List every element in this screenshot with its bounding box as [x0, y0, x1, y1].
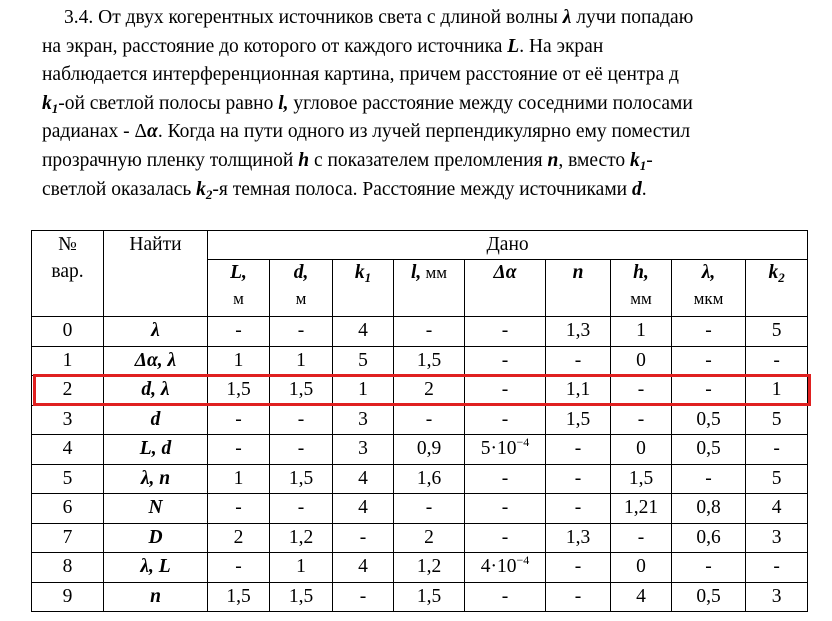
text-fragment: светлой оказалась	[42, 178, 197, 200]
cell-value: 3	[333, 405, 394, 435]
subscript: 2	[205, 186, 213, 202]
symbol-lambda: λ	[562, 7, 572, 28]
cell-value: 1,5	[611, 464, 672, 494]
cell-value: -	[394, 405, 465, 435]
header-symbol: Δα	[493, 262, 517, 283]
cell-value: 0,5	[672, 582, 746, 612]
problem-line-3	[42, 61, 832, 90]
cell-value: -	[546, 435, 611, 465]
header-unit: мм	[421, 263, 448, 282]
cell-value: 1,21	[611, 494, 672, 524]
problem-number: 3.4.	[64, 7, 94, 28]
table-row	[32, 523, 808, 553]
text-fragment: с показателем преломления	[309, 149, 548, 171]
cell-value: $5\cdot 10^{-4}$	[465, 435, 546, 465]
problem-line-5	[42, 118, 832, 147]
cell-find: n	[104, 582, 208, 612]
cell-value: 0,5	[672, 435, 746, 465]
text-fragment: От двух когерентных источников света с длиной волны	[98, 7, 563, 28]
problem-line-4	[42, 90, 832, 119]
header-given-col	[611, 260, 672, 317]
cell-find: L, d	[104, 435, 208, 465]
cell-value: -	[270, 317, 333, 347]
symbol-d: d	[632, 178, 642, 200]
cell-value: 1	[270, 346, 333, 376]
cell-value: -	[465, 582, 546, 612]
cell-find: Δα, λ	[104, 346, 208, 376]
text-fragment: .	[641, 178, 647, 200]
cell-value: -	[333, 582, 394, 612]
cell-value: -	[465, 376, 546, 406]
cell-value: 1,5	[394, 582, 465, 612]
header-unit: мм	[630, 289, 652, 308]
cell-value: 3	[746, 582, 808, 612]
cell-value: 1	[333, 376, 394, 406]
cell-value: -	[672, 376, 746, 406]
header-find: Найти	[104, 231, 208, 317]
table-row	[32, 553, 808, 583]
text-fragment: -я темная полоса. Расстояние между источниками	[212, 178, 632, 200]
cell-value: 1	[270, 553, 333, 583]
cell-value: -	[672, 553, 746, 583]
subscript: 1	[639, 157, 647, 173]
table-body	[32, 317, 808, 612]
cell-value: 1,5	[208, 582, 270, 612]
text-fragment: прозрачную пленку толщиной	[42, 149, 299, 171]
cell-value: 1,5	[546, 405, 611, 435]
symbol-k: k	[42, 92, 52, 114]
cell-variant: 7	[32, 523, 104, 553]
cell-value: 0,6	[672, 523, 746, 553]
cell-value: 1,5	[270, 464, 333, 494]
cell-value: 4	[333, 464, 394, 494]
cell-value: -	[208, 553, 270, 583]
cell-value: 3	[746, 523, 808, 553]
table-row	[32, 494, 808, 524]
cell-value: 1,3	[546, 523, 611, 553]
cell-value: -	[546, 494, 611, 524]
subscript: 1	[51, 100, 59, 116]
header-symbol: n	[572, 262, 584, 283]
cell-value: 0,9	[394, 435, 465, 465]
symbol-n: n	[547, 149, 559, 171]
cell-value: 4	[611, 582, 672, 612]
cell-value: -	[672, 464, 746, 494]
cell-value: -	[611, 523, 672, 553]
text-fragment: угловое расстояние между соседними полосами	[288, 92, 693, 114]
problem-line-7	[42, 176, 832, 205]
header-symbol: h,	[633, 262, 649, 283]
cell-value: 1,2	[394, 553, 465, 583]
header-given-col	[394, 260, 465, 317]
table-row	[32, 376, 808, 406]
problem-line-1	[42, 4, 832, 33]
cell-value: 4	[333, 494, 394, 524]
cell-value: 5	[333, 346, 394, 376]
cell-variant: 0	[32, 317, 104, 347]
problem-statement	[42, 4, 832, 204]
cell-find: N	[104, 494, 208, 524]
cell-value: -	[465, 494, 546, 524]
problem-line-6	[42, 147, 832, 176]
table-row	[32, 582, 808, 612]
cell-value: 4	[333, 317, 394, 347]
header-given-col	[270, 260, 333, 317]
cell-value: -	[208, 405, 270, 435]
cell-value: -	[394, 317, 465, 347]
symbol-h: h	[298, 149, 310, 171]
variants-table	[31, 230, 808, 612]
cell-value: 5	[746, 405, 808, 435]
cell-value: 0,8	[672, 494, 746, 524]
table-row	[32, 317, 808, 347]
cell-value: -	[208, 317, 270, 347]
text-fragment: . На экран	[519, 35, 604, 57]
header-symbol: $k_1$	[354, 262, 372, 285]
cell-value: -	[208, 435, 270, 465]
cell-value: -	[672, 317, 746, 347]
header-given-col	[546, 260, 611, 317]
header-symbol: $k_2$	[768, 262, 785, 285]
cell-value: 1	[611, 317, 672, 347]
cell-value: -	[465, 346, 546, 376]
symbol-k: k	[196, 178, 206, 200]
cell-value: -	[546, 553, 611, 583]
cell-value: -	[546, 582, 611, 612]
cell-variant: 8	[32, 553, 104, 583]
cell-value: -	[611, 376, 672, 406]
cell-value: 5	[746, 464, 808, 494]
cell-value: -	[270, 405, 333, 435]
cell-find: λ, L	[104, 553, 208, 583]
problem-line-2	[42, 33, 832, 62]
cell-value: -	[746, 435, 808, 465]
cell-value: 2	[394, 523, 465, 553]
cell-value: 0	[611, 435, 672, 465]
table-row	[32, 464, 808, 494]
cell-value: 1,5	[394, 346, 465, 376]
cell-value: 1,5	[270, 376, 333, 406]
cell-value: 5	[746, 317, 808, 347]
cell-value: -	[546, 464, 611, 494]
cell-variant: 9	[32, 582, 104, 612]
cell-find: d	[104, 405, 208, 435]
table-row	[32, 346, 808, 376]
cell-find: λ, n	[104, 464, 208, 494]
cell-value: 1,6	[394, 464, 465, 494]
cell-value: -	[465, 405, 546, 435]
header-given-col	[465, 260, 546, 317]
header-given-col	[672, 260, 746, 317]
cell-value: -	[611, 405, 672, 435]
cell-value: 1,3	[546, 317, 611, 347]
cell-value: 4	[746, 494, 808, 524]
cell-value: -	[672, 346, 746, 376]
cell-value: 1	[208, 464, 270, 494]
text-fragment: на экран, расстояние до которого от каждого источника	[42, 35, 508, 57]
cell-find: d, λ	[104, 376, 208, 406]
header-given-col	[333, 260, 394, 317]
cell-value: -	[465, 317, 546, 347]
header-symbol: l, мм	[410, 262, 448, 283]
cell-value: 0,5	[672, 405, 746, 435]
cell-value: -	[333, 523, 394, 553]
cell-value: $4\cdot 10^{-4}$	[465, 553, 546, 583]
table-row	[32, 435, 808, 465]
symbol-alpha: α	[147, 121, 158, 143]
symbol-k: k	[630, 149, 640, 171]
cell-value: 0	[611, 553, 672, 583]
header-unit: м	[233, 289, 244, 308]
cell-value: -	[465, 523, 546, 553]
text-fragment: радианах - Δ	[42, 121, 148, 143]
cell-value: 2	[208, 523, 270, 553]
cell-value: 3	[333, 435, 394, 465]
header-symbol: λ,	[701, 262, 716, 283]
header-subscript: 1	[364, 270, 372, 285]
cell-find: D	[104, 523, 208, 553]
cell-value: -	[270, 494, 333, 524]
cell-value: 1,1	[546, 376, 611, 406]
exponent: −4	[516, 553, 530, 568]
header-variant-no: №	[58, 234, 77, 255]
header-given-col	[208, 260, 270, 317]
cell-value: -	[208, 494, 270, 524]
header-given: Дано	[208, 231, 808, 260]
text-fragment: -	[646, 149, 653, 171]
header-given-col	[746, 260, 808, 317]
table-header-row-1	[32, 231, 808, 260]
cell-value: 1,5	[270, 582, 333, 612]
cell-variant: 4	[32, 435, 104, 465]
cell-value: -	[465, 464, 546, 494]
cell-value: 4	[333, 553, 394, 583]
cell-value: 1	[208, 346, 270, 376]
header-symbol: d,	[293, 262, 309, 283]
table-row	[32, 405, 808, 435]
header-variant-label: вар.	[51, 261, 84, 282]
cell-variant: 6	[32, 494, 104, 524]
cell-find: λ	[104, 317, 208, 347]
cell-value: 1,2	[270, 523, 333, 553]
header-subscript: 2	[778, 270, 785, 285]
cell-value: 1	[746, 376, 808, 406]
cell-variant: 1	[32, 346, 104, 376]
cell-variant: 5	[32, 464, 104, 494]
cell-variant: 3	[32, 405, 104, 435]
text-fragment: . Когда на пути одного из лучей перпендикулярно ему поместил	[157, 121, 691, 143]
cell-value: 0	[611, 346, 672, 376]
cell-value: -	[270, 435, 333, 465]
symbol-l: l,	[278, 92, 289, 114]
cell-value: 1,5	[208, 376, 270, 406]
cell-value: -	[746, 553, 808, 583]
text-fragment: -ой светлой полосы равно	[58, 92, 279, 114]
cell-value: -	[394, 494, 465, 524]
text-fragment: наблюдается интерференционная картина, причем расстояние от её центра д	[42, 64, 679, 86]
cell-value: 2	[394, 376, 465, 406]
header-symbol: L,	[230, 262, 247, 283]
text-fragment: , вместо	[558, 149, 631, 171]
header-variant	[32, 231, 104, 317]
cell-value: -	[746, 346, 808, 376]
cell-variant: 2	[32, 376, 104, 406]
cell-value: -	[546, 346, 611, 376]
symbol-L: L	[507, 35, 520, 57]
exponent: −4	[516, 435, 530, 450]
text-fragment: лучи попадаю	[571, 7, 694, 28]
header-unit: мкм	[693, 289, 724, 308]
header-unit: м	[295, 289, 307, 308]
